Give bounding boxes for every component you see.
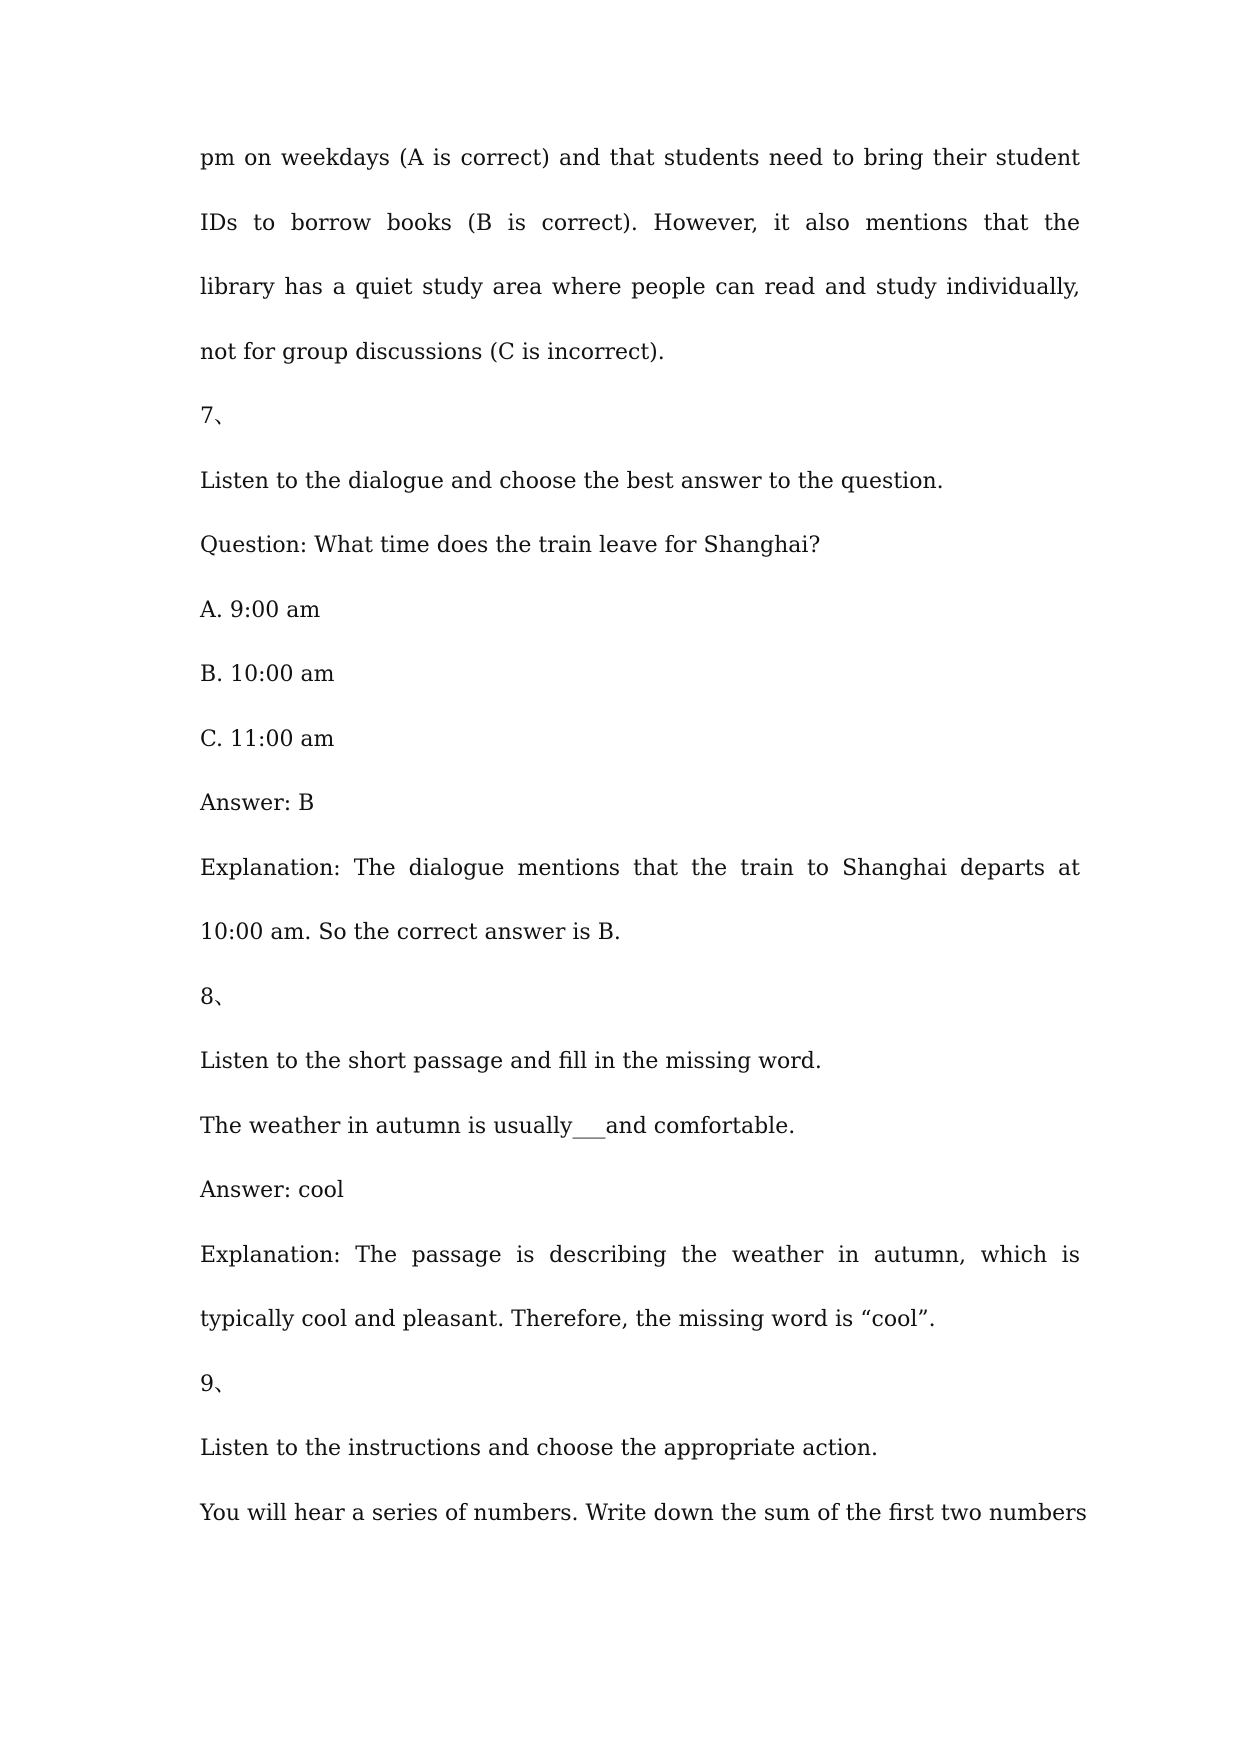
explanation-line: Explanation: The passage is describing the weather in autumn, which is [200,1242,1080,1268]
question-instruction: Listen to the short passage and fill in the missing word. [200,1049,822,1074]
question-instruction: Listen to the dialogue and choose the best answer to the question. [200,468,944,494]
document-body [200,143,1100,1562]
question-number-9: 9、 [200,1371,236,1397]
question-text: You will hear a series of numbers. Write down the sum of the first two numbers [200,1500,1087,1526]
paragraph-line: IDs to borrow books (B is correct). However, it also mentions that the [200,210,1080,236]
answer-line: Answer: cool [200,1178,344,1203]
paragraph-line: pm on weekdays (A is correct) and that students need to bring their student [200,146,1080,171]
explanation-line: 10:00 am. So the correct answer is B. [200,920,621,945]
paragraph-line: library has a quiet study area where people can read and study individually, [200,275,1080,300]
question-text: The weather in autumn is usually___and comfortable. [200,1113,796,1139]
explanation-line: typically cool and pleasant. Therefore, the missing word is “cool”. [200,1307,936,1332]
option-b: B. 10:00 am [200,662,335,687]
question-text: Question: What time does the train leave for Shanghai? [200,533,821,558]
question-instruction: Listen to the instructions and choose the appropriate action. [200,1436,879,1461]
option-c: C. 11:00 am [200,726,335,752]
answer-line: Answer: B [200,791,315,816]
option-a: A. 9:00 am [200,597,321,623]
question-number-7: 7、 [200,404,236,429]
paragraph-line: not for group discussions (C is incorrect). [200,339,665,365]
explanation-line: Explanation: The dialogue mentions that the train to Shanghai departs at [200,855,1080,881]
question-number-8: 8、 [200,984,236,1010]
